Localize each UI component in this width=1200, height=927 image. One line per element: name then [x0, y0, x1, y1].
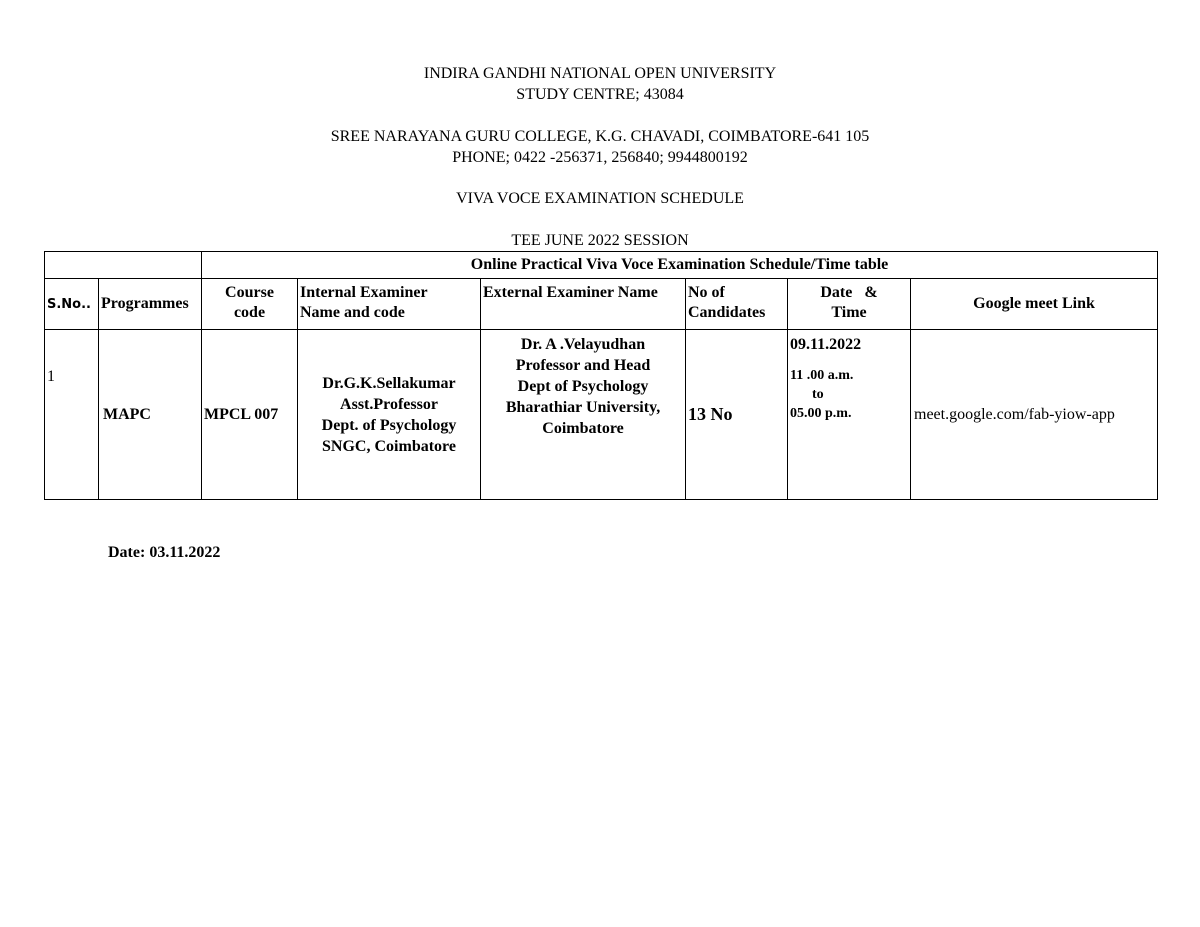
header-internal-examiner-line2: Name and code	[300, 304, 405, 321]
meet-link[interactable]: meet.google.com/fab-yiow-app	[914, 405, 1115, 423]
exam-date: 09.11.2022	[790, 336, 862, 353]
header-internal-examiner	[298, 279, 481, 330]
header-date-time-line1: Date &	[820, 284, 878, 301]
row-programme: MAPC	[99, 330, 202, 500]
row-internal-examiner	[298, 330, 481, 500]
header-candidates-line2: Candidates	[688, 304, 766, 321]
banner-empty-cell	[45, 252, 202, 279]
header-course-code	[202, 279, 298, 330]
header-internal-examiner-line1: Internal Examiner	[300, 284, 428, 301]
header-candidates-line1: No of	[688, 284, 725, 301]
header-programmes: Programmes	[99, 279, 202, 330]
internal-examiner-name: Dr.G.K.Sellakumar	[322, 374, 456, 392]
row-meet-link	[911, 330, 1158, 500]
exam-title: VIVA VOCE EXAMINATION SCHEDULE	[456, 190, 744, 207]
exam-time-start: 11 .00 a.m.	[790, 368, 854, 383]
table-header-row	[45, 279, 1158, 330]
external-examiner-designation: Professor and Head	[515, 357, 651, 374]
external-examiner-university: Bharathiar University,	[505, 399, 661, 416]
study-centre: STUDY CENTRE; 43084	[516, 86, 684, 103]
header-sno: S.No..	[45, 279, 99, 330]
external-examiner-dept: Dept of Psychology	[517, 378, 649, 395]
table-banner: Online Practical Viva Voce Examination Schedule/Time table	[202, 252, 1158, 279]
exam-time-to: to	[812, 387, 824, 402]
row-external-examiner	[481, 330, 686, 500]
row-sno: 1	[45, 330, 99, 500]
internal-examiner-college: SNGC, Coimbatore	[322, 437, 456, 455]
phone-line: PHONE; 0422 -256371, 256840; 9944800192	[452, 149, 748, 166]
university-title: INDIRA GANDHI NATIONAL OPEN UNIVERSITY	[423, 65, 777, 82]
exam-time-end: 05.00 p.m.	[790, 406, 852, 421]
college-name: SREE NARAYANA GURU COLLEGE, K.G. CHAVADI, COIMBATORE-641 105	[330, 128, 870, 145]
external-examiner-name: Dr. A .Velayudhan	[520, 336, 646, 353]
table-banner-row	[45, 252, 1158, 279]
header-external-examiner: External Examiner Name	[481, 279, 686, 330]
header-meet-link: Google meet Link	[911, 279, 1158, 330]
internal-examiner-designation: Asst.Professor	[340, 395, 438, 413]
header-course-code-line2: code	[233, 304, 266, 321]
row-date-time	[788, 330, 911, 500]
internal-examiner-dept: Dept. of Psychology	[321, 416, 457, 434]
table-row	[45, 330, 1158, 500]
external-examiner-city: Coimbatore	[542, 420, 624, 437]
session-title: TEE JUNE 2022 SESSION	[511, 232, 689, 249]
header-course-code-line1: Course	[225, 284, 274, 301]
header-date-time	[788, 279, 911, 330]
header-candidates	[686, 279, 788, 330]
header-date-time-line2: Time	[831, 304, 867, 321]
row-candidates: 13 No	[686, 330, 788, 500]
schedule-table	[44, 251, 1158, 500]
row-course-code: MPCL 007	[202, 330, 298, 500]
issue-date: Date: 03.11.2022	[108, 544, 221, 561]
